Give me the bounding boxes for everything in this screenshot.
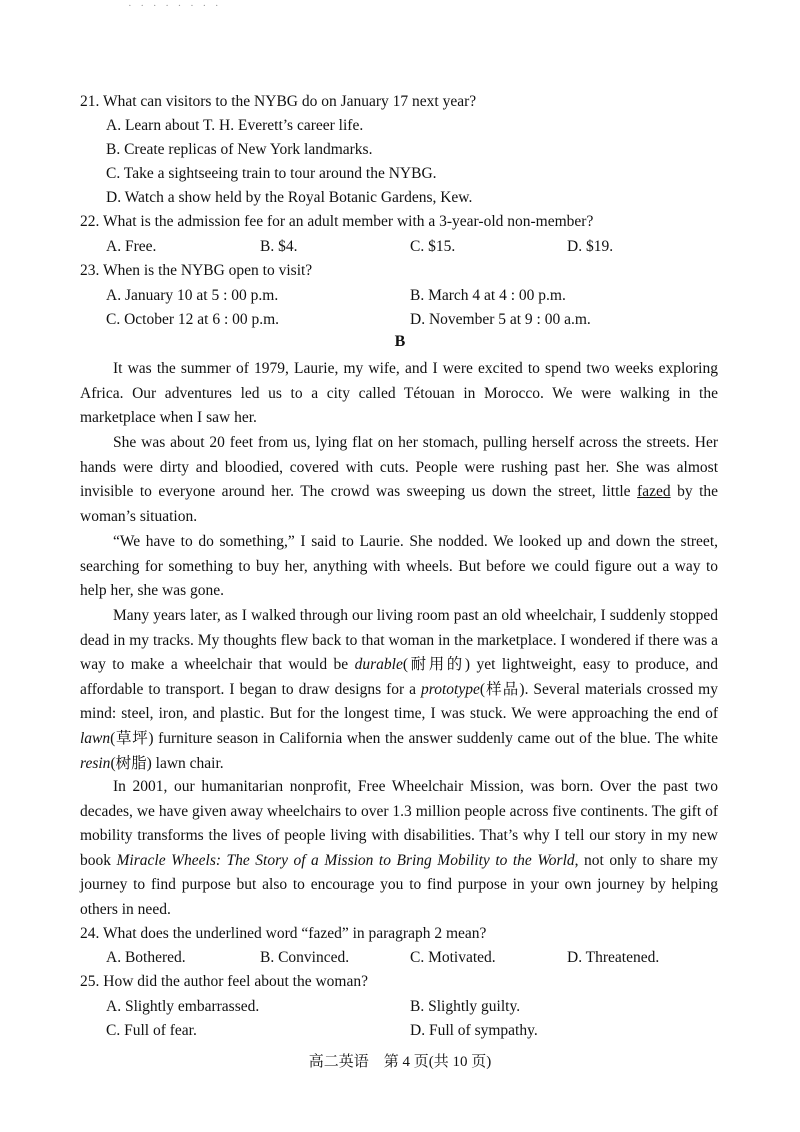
book-title: Miracle Wheels: The Story of a Mission to Bring Mobility to the World (116, 851, 575, 869)
question-23-option-d: D. November 5 at 9 : 00 a.m. (410, 311, 591, 328)
glossed-word-durable: durable (354, 656, 403, 674)
passage-paragraph-4: Many years later, as I walked through our living room past an old wheelchair, I suddenly stopped dead in my tracks. My thoughts flew back to that woman in the marketplace. I wondered if there was a way to make a wheelchair that would be durable(耐用的) yet lightweight, easy to produce, and affordable to transport. I began to draw designs for a prototype(样品). Several materials crossed my mind: steel, iron, and plastic. But for the longest time, I was stuck. We were approaching the end of lawn(草坪) furniture season in California when the answer suddenly came out of the blue. The white resin(树脂) lawn chair. (80, 607, 718, 772)
question-21-option-a: A. Learn about T. H. Everett’s career life. (106, 117, 364, 134)
question-24-option-a: A. Bothered. (106, 949, 186, 966)
question-25-option-b: B. Slightly guilty. (410, 998, 521, 1015)
question-22-option-a: A. Free. (106, 238, 157, 255)
question-25-option-d: D. Full of sympathy. (410, 1022, 538, 1039)
question-22-option-b: B. $4. (260, 238, 298, 255)
glossed-word-resin: resin (80, 754, 111, 772)
question-24-option-b: B. Convinced. (260, 949, 350, 966)
question-21-option-b: B. Create replicas of New York landmarks. (106, 141, 373, 158)
passage-paragraph-5: In 2001, our humanitarian nonprofit, Free Wheelchair Mission, was born. Over the past two decades, we have given away wheelchairs to over 1.3 million people across five continents. The gift of mobility transforms the lives of people living with disabilities. That’s why I tell our story in my new book Miracle Wheels: The Story of a Mission to Bring Mobility to the World, not only to share my journey to find purpose but also to encourage you to find purpose in your own journey by helping others in need. (80, 778, 718, 918)
question-23-option-b: B. March 4 at 4 : 00 p.m. (410, 287, 566, 304)
page-footer: 高二英语 第 4 页(共 10 页) (308, 1054, 492, 1070)
question-24-option-d: D. Threatened. (567, 949, 660, 966)
passage-paragraph-2: She was about 20 feet from us, lying flat on her stomach, pulling herself across the streets. Her hands were dirty and bloodied, covered with cuts. People were rushing past her. She was almost invisible to everyone around her. The crowd was sweeping us down the street, little fazed by the woman’s situation. (80, 434, 719, 525)
question-22-option-c: C. $15. (410, 238, 456, 255)
passage-paragraph-3: “We have to do something,” I said to Laurie. She nodded. We looked up and down the street, searching for something to buy her, anything with wheels. But before we could figure out a way to help her, she was gone. (80, 533, 718, 600)
question-23-option-c: C. October 12 at 6 : 00 p.m. (106, 311, 280, 328)
question-22-option-d: D. $19. (567, 238, 614, 255)
question-21-option-c: C. Take a sightseeing train to tour around the NYBG. (106, 165, 437, 182)
underlined-word-fazed: fazed (637, 483, 671, 501)
question-24-stem: 24. What does the underlined word “fazed” in paragraph 2 mean? (80, 925, 487, 942)
question-21-option-d: D. Watch a show held by the Royal Botanic Gardens, Kew. (106, 189, 473, 206)
question-25-option-a: A. Slightly embarrassed. (106, 998, 260, 1015)
question-24-option-c: C. Motivated. (410, 949, 496, 966)
question-22-stem: 22. What is the admission fee for an adult member with a 3-year-old non-member? (80, 213, 594, 230)
question-23-option-a: A. January 10 at 5 : 00 p.m. (106, 287, 279, 304)
scan-header-artifact: · · · · · · · · (128, 0, 222, 12)
glossed-word-lawn: lawn (80, 729, 111, 747)
section-b-heading: B (394, 333, 406, 350)
glossed-word-prototype: prototype (421, 680, 480, 698)
passage-paragraph-1: It was the summer of 1979, Laurie, my wife, and I were excited to spend two weeks exploring Africa. Our adventures led us to a city called Tétouan in Morocco. We were walking in the marketplace when I saw her. (80, 360, 718, 427)
question-25-option-c: C. Full of fear. (106, 1022, 197, 1039)
question-23-stem: 23. When is the NYBG open to visit? (80, 262, 313, 279)
question-21-stem: 21. What can visitors to the NYBG do on January 17 next year? (80, 93, 477, 110)
question-25-stem: 25. How did the author feel about the woman? (80, 973, 368, 990)
